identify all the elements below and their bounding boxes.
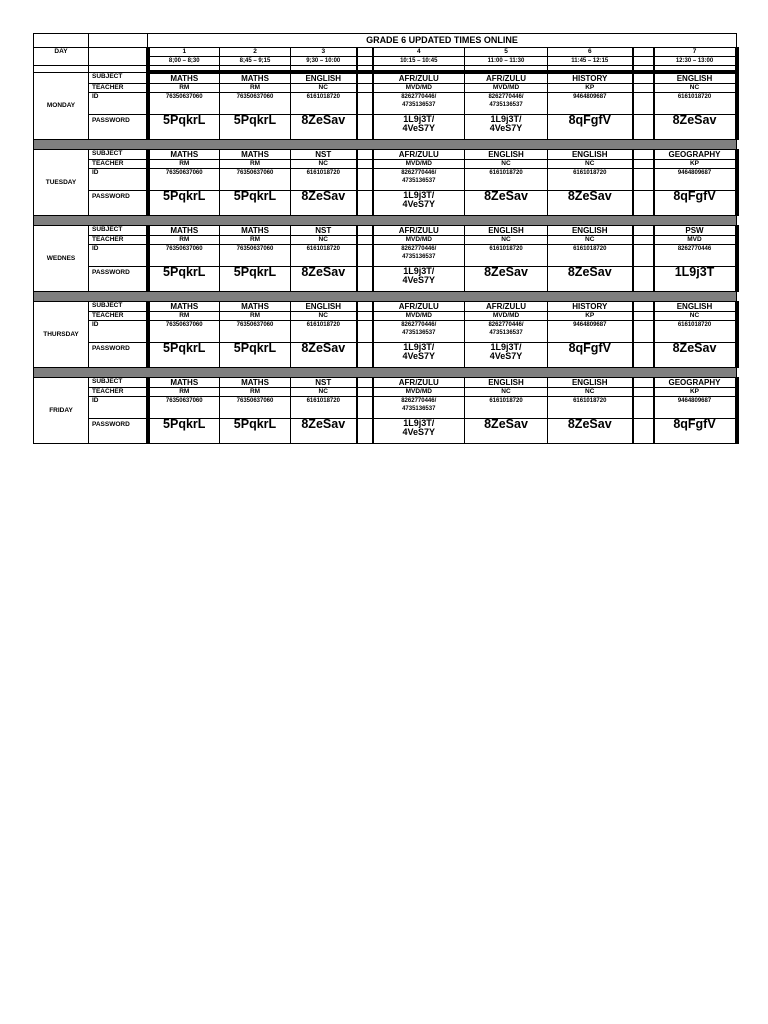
cell-id: 76350637060 (220, 245, 291, 267)
cell-password: 5PqkrL (220, 115, 291, 140)
cell-teacher: MVD/MD (373, 312, 465, 321)
cell-subject: MATHS (148, 378, 220, 388)
break-column (357, 57, 373, 66)
cell-password: 8qFgfV (654, 419, 737, 444)
break-column (357, 226, 373, 236)
cell-subject: ENGLISH (291, 302, 357, 312)
cell-password: 8ZeSav (465, 191, 548, 216)
day-row-teacher (34, 236, 737, 245)
period-time: 11:00 – 11:30 (465, 57, 548, 66)
cell-teacher: NC (291, 84, 357, 93)
cell-password: 1L9j3T/ 4VeS7Y (373, 191, 465, 216)
day-row-teacher (34, 160, 737, 169)
break-column (633, 321, 654, 343)
cell-subject: MATHS (220, 150, 291, 160)
break-column (633, 93, 654, 115)
cell-subject: ENGLISH (291, 72, 357, 84)
cell-id: 6161018720 (654, 321, 737, 343)
row-label-subject: SUBJECT (89, 378, 148, 388)
cell-id: 6161018720 (291, 321, 357, 343)
day-row-subject (34, 378, 737, 388)
period-number: 3 (291, 48, 357, 57)
day-divider-bar (34, 292, 737, 302)
cell-teacher: NC (465, 236, 548, 245)
day-divider (34, 368, 737, 378)
break-column (357, 419, 373, 444)
cell-teacher: KP (548, 84, 633, 93)
day-row-teacher (34, 84, 737, 93)
day-row-subject (34, 72, 737, 84)
cell-password: 1L9j3T/ 4VeS7Y (465, 115, 548, 140)
day-row-password (34, 419, 737, 444)
break-column (633, 160, 654, 169)
day-row-subject (34, 150, 737, 160)
cell-password: 8qFgfV (548, 343, 633, 368)
day-row-id (34, 321, 737, 343)
cell-teacher: NC (465, 160, 548, 169)
row-label-subject: SUBJECT (89, 302, 148, 312)
row-label-id: ID (89, 169, 148, 191)
break-column (633, 343, 654, 368)
cell-teacher: KP (654, 160, 737, 169)
cell-id: 8262770446/ 4735136537 (373, 321, 465, 343)
row-label-subject: SUBJECT (89, 72, 148, 84)
cell-subject: ENGLISH (465, 226, 548, 236)
cell-password: 1L9j3T/ 4VeS7Y (373, 343, 465, 368)
cell-password: 1L9j3T/ 4VeS7Y (465, 343, 548, 368)
cell-id: 9464809687 (654, 397, 737, 419)
break-column (357, 312, 373, 321)
cell-id: 6161018720 (291, 397, 357, 419)
row-label-password: PASSWORD (89, 115, 148, 140)
break-column (633, 397, 654, 419)
cell-teacher: NC (548, 236, 633, 245)
cell-password: 8ZeSav (548, 419, 633, 444)
row-label-teacher: TEACHER (89, 312, 148, 321)
period-number: 6 (548, 48, 633, 57)
cell-teacher: MVD (654, 236, 737, 245)
break-column (633, 419, 654, 444)
cell-teacher: RM (148, 388, 220, 397)
cell-teacher: NC (291, 388, 357, 397)
day-row-teacher (34, 312, 737, 321)
row-label-id: ID (89, 245, 148, 267)
cell-password: 5PqkrL (148, 267, 220, 292)
cell-id: 6161018720 (548, 245, 633, 267)
cell-teacher: RM (220, 388, 291, 397)
cell-password: 5PqkrL (148, 419, 220, 444)
row-label-password: PASSWORD (89, 267, 148, 292)
cell-password: 8ZeSav (291, 267, 357, 292)
cell-id: 6161018720 (291, 169, 357, 191)
cell-subject: MATHS (148, 72, 220, 84)
day-divider (34, 216, 737, 226)
cell-password: 5PqkrL (220, 191, 291, 216)
row-label-password: PASSWORD (89, 343, 148, 368)
cell-subject: NST (291, 378, 357, 388)
cell-password: 5PqkrL (220, 419, 291, 444)
cell-id: 6161018720 (291, 93, 357, 115)
break-column (357, 160, 373, 169)
cell-id: 76350637060 (148, 397, 220, 419)
corner-cell (34, 34, 89, 48)
title-cell-blank (89, 34, 148, 48)
cell-subject: MATHS (148, 226, 220, 236)
cell-subject: ENGLISH (654, 72, 737, 84)
break-column (633, 84, 654, 93)
cell-teacher: NC (291, 236, 357, 245)
cell-subject: ENGLISH (654, 302, 737, 312)
cell-id: 8262770446/ 4735136537 (465, 321, 548, 343)
row-label-teacher: TEACHER (89, 388, 148, 397)
row-label-subject: SUBJECT (89, 150, 148, 160)
cell-id: 6161018720 (548, 397, 633, 419)
cell-id: 6161018720 (548, 169, 633, 191)
cell-subject: ENGLISH (548, 378, 633, 388)
cell-password: 5PqkrL (148, 191, 220, 216)
cell-password: 1L9j3T/ 4VeS7Y (373, 419, 465, 444)
cell-password: 5PqkrL (148, 343, 220, 368)
cell-password: 8ZeSav (291, 419, 357, 444)
cell-id: 76350637060 (220, 169, 291, 191)
cell-id: 8262770446/ 4735136537 (373, 397, 465, 419)
timetable (33, 33, 739, 444)
cell-teacher: MVD/MD (373, 236, 465, 245)
cell-teacher: NC (465, 388, 548, 397)
cell-password: 8ZeSav (654, 343, 737, 368)
cell-subject: ENGLISH (465, 150, 548, 160)
cell-teacher: RM (220, 236, 291, 245)
cell-teacher: MVD/MD (373, 84, 465, 93)
cell-password: 5PqkrL (148, 115, 220, 140)
day-name: FRIDAY (34, 378, 89, 444)
cell-subject: MATHS (220, 72, 291, 84)
day-name: TUESDAY (34, 150, 89, 216)
cell-subject: AFR/ZULU (373, 302, 465, 312)
cell-id: 8262770446/ 4735136537 (373, 245, 465, 267)
break-column (357, 267, 373, 292)
day-row-subject (34, 226, 737, 236)
cell-subject: NST (291, 150, 357, 160)
cell-teacher: RM (148, 160, 220, 169)
day-row-id (34, 245, 737, 267)
break-column (633, 150, 654, 160)
day-divider-bar (34, 368, 737, 378)
day-divider-bar (34, 140, 737, 150)
break-column (633, 378, 654, 388)
day-divider (34, 140, 737, 150)
break-column (357, 388, 373, 397)
cell-password: 8ZeSav (291, 343, 357, 368)
cell-teacher: NC (548, 388, 633, 397)
break-column (633, 302, 654, 312)
cell-teacher: MVD/MD (373, 388, 465, 397)
period-number: 5 (465, 48, 548, 57)
cell-teacher: RM (220, 84, 291, 93)
cell-password: 8ZeSav (465, 267, 548, 292)
cell-password: 8ZeSav (548, 267, 633, 292)
break-column (633, 48, 654, 57)
break-column (357, 191, 373, 216)
page-title: GRADE 6 UPDATED TIMES ONLINE (148, 34, 737, 48)
cell-password: 8qFgfV (654, 191, 737, 216)
cell-id: 6161018720 (465, 169, 548, 191)
row-label-subject: SUBJECT (89, 226, 148, 236)
period-number: 1 (148, 48, 220, 57)
cell-password: 8qFgfV (548, 115, 633, 140)
cell-id: 6161018720 (291, 245, 357, 267)
day-divider (34, 292, 737, 302)
break-column (633, 72, 654, 84)
cell-id: 76350637060 (220, 397, 291, 419)
cell-subject: MATHS (220, 226, 291, 236)
break-column (633, 191, 654, 216)
break-column (357, 72, 373, 84)
row-label-teacher: TEACHER (89, 84, 148, 93)
cell-teacher: NC (654, 312, 737, 321)
cell-id: 6161018720 (465, 397, 548, 419)
cell-password: 8ZeSav (465, 419, 548, 444)
cell-password: 1L9j3T/ 4VeS7Y (373, 115, 465, 140)
title-row (34, 34, 737, 48)
cell-password: 8ZeSav (291, 191, 357, 216)
cell-teacher: RM (220, 312, 291, 321)
break-column (357, 321, 373, 343)
break-column (633, 226, 654, 236)
period-number: 2 (220, 48, 291, 57)
day-row-password (34, 191, 737, 216)
break-column (357, 169, 373, 191)
cell-teacher: RM (148, 236, 220, 245)
cell-subject: PSW (654, 226, 737, 236)
cell-subject: HISTORY (548, 302, 633, 312)
day-row-password (34, 267, 737, 292)
cell-subject: MATHS (220, 302, 291, 312)
cell-teacher: KP (548, 312, 633, 321)
period-time: 10:15 – 10:45 (373, 57, 465, 66)
period-time: 11:45 – 12:15 (548, 57, 633, 66)
period-number-row (34, 48, 737, 57)
cell-password: 5PqkrL (220, 267, 291, 292)
cell-teacher: NC (291, 160, 357, 169)
day-row-subject (34, 302, 737, 312)
break-column (633, 115, 654, 140)
timetable-sheet (33, 33, 736, 444)
cell-teacher: MVD/MD (465, 312, 548, 321)
break-column (633, 57, 654, 66)
cell-subject: ENGLISH (548, 150, 633, 160)
period-time: 9;30 – 10:00 (291, 57, 357, 66)
cell-password: 8ZeSav (291, 115, 357, 140)
period-number: 4 (373, 48, 465, 57)
day-row-id (34, 397, 737, 419)
day-divider-bar (34, 216, 737, 226)
break-column (357, 115, 373, 140)
day-row-id (34, 93, 737, 115)
cell-id: 76350637060 (148, 321, 220, 343)
cell-subject: HISTORY (548, 72, 633, 84)
cell-id: 8262770446/ 4735136537 (465, 93, 548, 115)
cell-id: 76350637060 (220, 321, 291, 343)
break-column (357, 48, 373, 57)
cell-teacher: KP (654, 388, 737, 397)
break-column (357, 397, 373, 419)
timetable-body (34, 34, 737, 444)
cell-subject: AFR/ZULU (373, 378, 465, 388)
period-time: 8;00 – 8;30 (148, 57, 220, 66)
break-column (357, 150, 373, 160)
cell-subject: AFR/ZULU (373, 72, 465, 84)
break-column (357, 245, 373, 267)
row-label-id: ID (89, 397, 148, 419)
cell-teacher: RM (220, 160, 291, 169)
row-label-password: PASSWORD (89, 419, 148, 444)
cell-subject: AFR/ZULU (373, 150, 465, 160)
cell-id: 76350637060 (148, 93, 220, 115)
period-number: 7 (654, 48, 737, 57)
cell-id: 8262770446 (654, 245, 737, 267)
day-row-password (34, 115, 737, 140)
break-column (633, 267, 654, 292)
break-column (357, 93, 373, 115)
break-column (633, 312, 654, 321)
cell-id: 6161018720 (654, 93, 737, 115)
cell-id: 76350637060 (220, 93, 291, 115)
day-row-password (34, 343, 737, 368)
row-label-password: PASSWORD (89, 191, 148, 216)
cell-subject: GEOGRAPHY (654, 150, 737, 160)
break-column (357, 378, 373, 388)
period-time: 8;45 – 9;15 (220, 57, 291, 66)
cell-id: 8262770446/ 4735136537 (373, 93, 465, 115)
row-label-id: ID (89, 321, 148, 343)
break-column (633, 169, 654, 191)
break-column (633, 236, 654, 245)
day-name: THURSDAY (34, 302, 89, 368)
break-column (357, 302, 373, 312)
cell-password: 8ZeSav (548, 191, 633, 216)
cell-subject: ENGLISH (465, 378, 548, 388)
cell-subject: AFR/ZULU (465, 302, 548, 312)
period-time: 12:30 – 13:00 (654, 57, 737, 66)
cell-subject: ENGLISH (548, 226, 633, 236)
cell-subject: GEOGRAPHY (654, 378, 737, 388)
cell-teacher: RM (148, 84, 220, 93)
cell-id: 6161018720 (465, 245, 548, 267)
break-column (357, 84, 373, 93)
cell-teacher: MVD/MD (465, 84, 548, 93)
cell-id: 9464809687 (548, 93, 633, 115)
cell-teacher: RM (148, 312, 220, 321)
day-row-teacher (34, 388, 737, 397)
cell-id: 8262770446/ 4735136537 (373, 169, 465, 191)
cell-teacher: NC (548, 160, 633, 169)
row-label-teacher: TEACHER (89, 160, 148, 169)
cell-teacher: NC (291, 312, 357, 321)
cell-subject: NST (291, 226, 357, 236)
day-row-id (34, 169, 737, 191)
header-blank (89, 48, 148, 66)
break-column (357, 343, 373, 368)
cell-id: 76350637060 (148, 169, 220, 191)
cell-subject: MATHS (148, 302, 220, 312)
cell-password: 8ZeSav (654, 115, 737, 140)
cell-id: 76350637060 (148, 245, 220, 267)
day-header: DAY (34, 48, 89, 66)
cell-teacher: MVD/MD (373, 160, 465, 169)
cell-password: 5PqkrL (220, 343, 291, 368)
cell-password: 1L9j3T (654, 267, 737, 292)
cell-subject: MATHS (148, 150, 220, 160)
break-column (357, 236, 373, 245)
row-label-teacher: TEACHER (89, 236, 148, 245)
cell-teacher: NC (654, 84, 737, 93)
cell-id: 9464809687 (548, 321, 633, 343)
break-column (633, 388, 654, 397)
cell-id: 9464809687 (654, 169, 737, 191)
row-label-id: ID (89, 93, 148, 115)
cell-subject: MATHS (220, 378, 291, 388)
cell-password: 1L9j3T/ 4VeS7Y (373, 267, 465, 292)
day-name: WEDNES (34, 226, 89, 292)
cell-subject: AFR/ZULU (373, 226, 465, 236)
cell-subject: AFR/ZULU (465, 72, 548, 84)
day-name: MONDAY (34, 72, 89, 140)
break-column (633, 245, 654, 267)
